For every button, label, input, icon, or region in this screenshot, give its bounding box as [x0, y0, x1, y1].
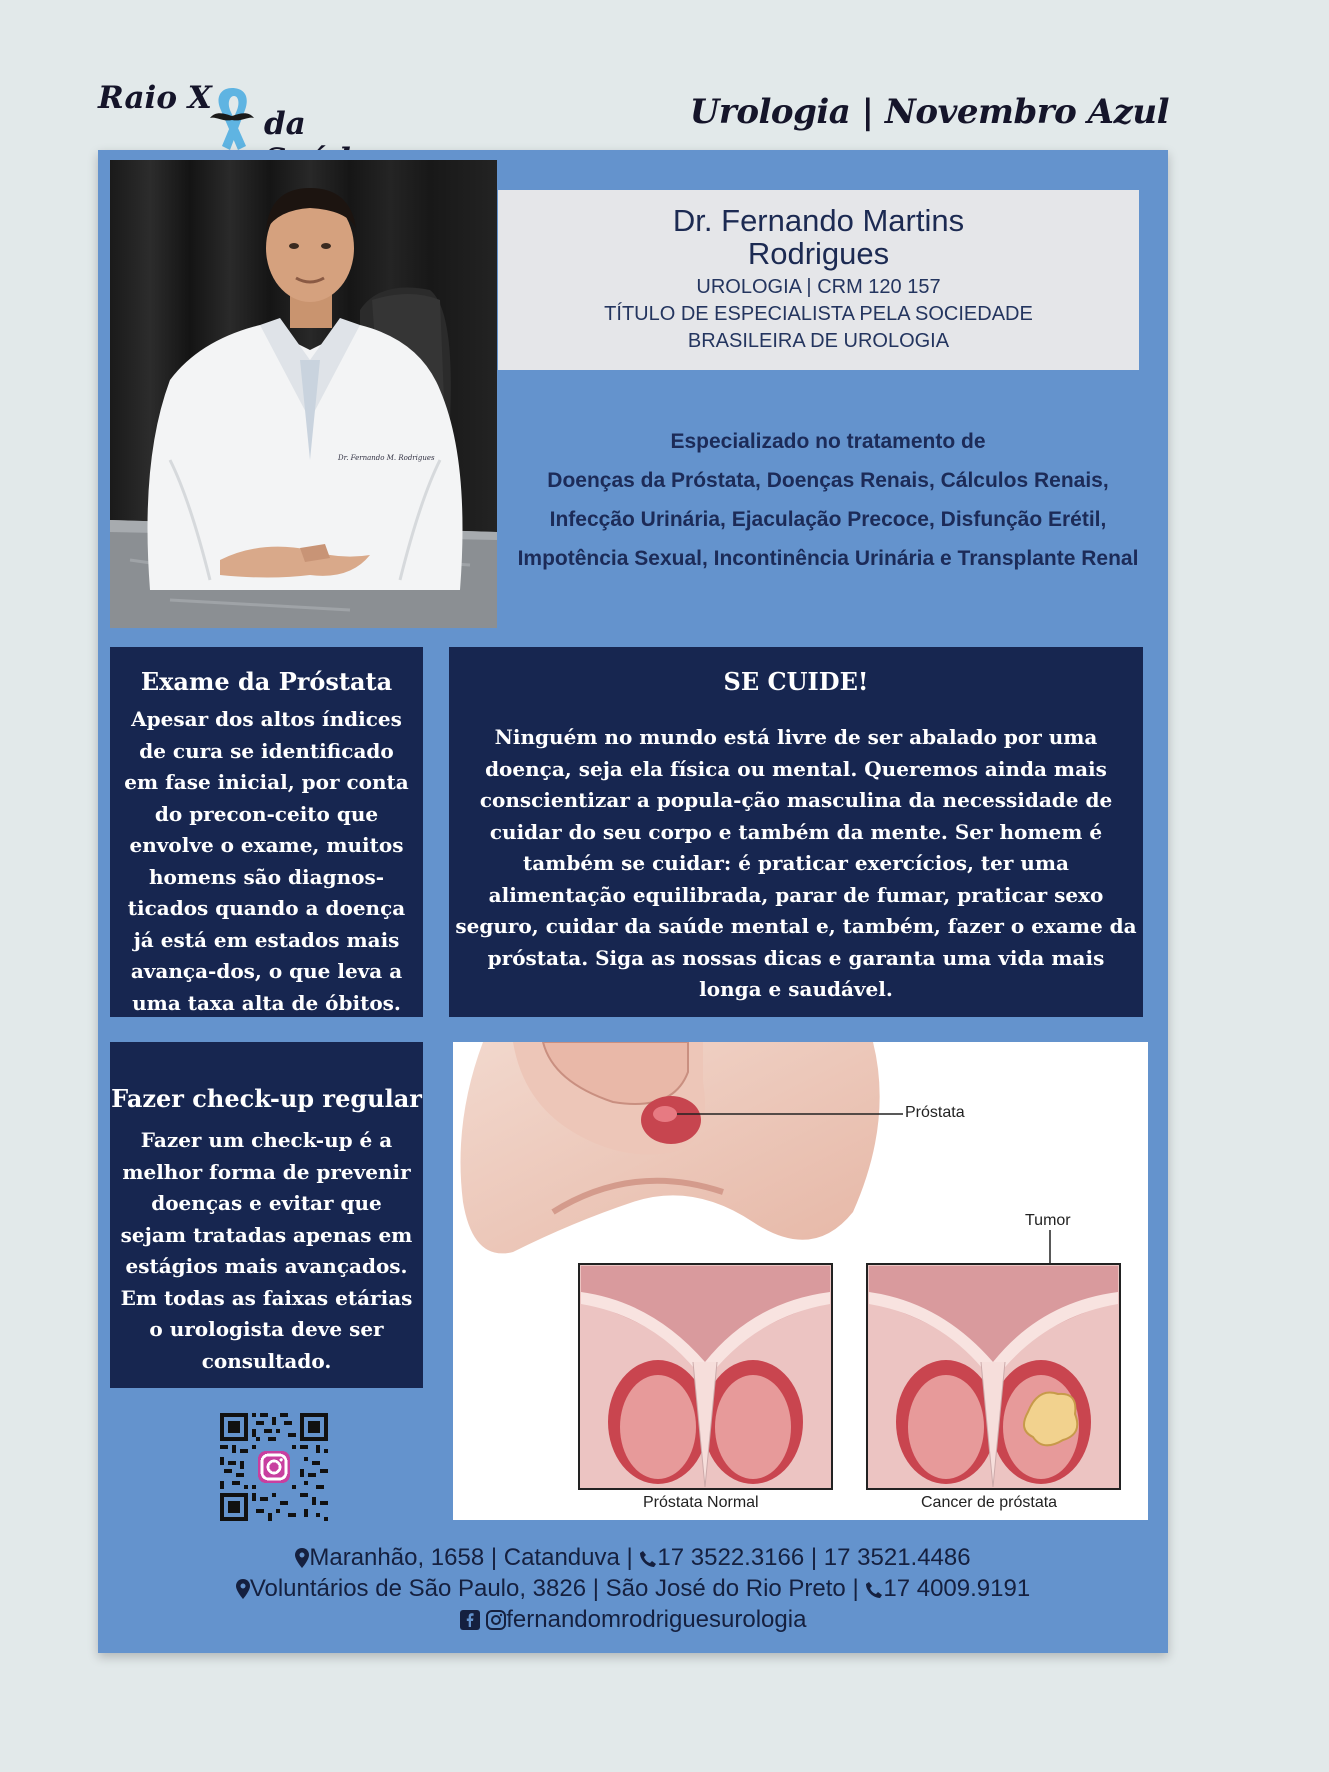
address-catanduva: Maranhão, 1658 | Catanduva |: [309, 1544, 633, 1571]
contact-line2: [98, 1573, 1168, 1604]
instagram-icon[interactable]: [486, 1610, 506, 1630]
exame-text: Apesar dos altos índices de cura se identificado em fase inicial, por conta do precon-ceito que envolve o exame, muitos homens são diagnos-ticados quando a doença já está em estados mais avança-dos, o que leva a uma taxa alta de óbitos.: [124, 707, 409, 1015]
se-cuide-title: SE CUIDE!: [723, 667, 869, 696]
instagram-qr-code[interactable]: [220, 1413, 328, 1521]
specialization-block: [498, 422, 1158, 578]
brand-da-saude: da: [264, 106, 306, 142]
label-prostata: Próstata: [905, 1104, 965, 1121]
checkup-title: Fazer check-up regular: [111, 1084, 422, 1113]
label-normal: Próstata Normal: [643, 1494, 759, 1511]
spec-line2: Doenças da Próstata, Doenças Renais, Cálculos Renais,: [547, 469, 1109, 492]
spec-line3: Infecção Urinária, Ejaculação Precoce, Disfunção Erétil,: [549, 508, 1107, 531]
location-pin-icon: [295, 1548, 309, 1568]
doctor-title-line1: TÍTULO DE ESPECIALISTA PELA SOCIEDADE: [604, 303, 1033, 325]
se-cuide-text: Ninguém no mundo está livre de ser abalado por uma doença, seja ela física ou mental. Queremos ainda mais conscientizar a popula-ção masculina da necessidade de cuidar do seu corpo e também da mente. Ser homem é também se cuidar: é praticar exercícios, ter uma alimentação equilibrada, parar de fumar, praticar sexo seguro, cuidar da saúde mental e, também, fazer o exame da próstata. Siga as nossas dicas e garanta uma vida mais longa e saudável.: [455, 725, 1137, 1001]
social-handle[interactable]: fernandomrodriguesurologia: [506, 1606, 807, 1633]
se-cuide-box: [449, 647, 1143, 1017]
checkup-text: Fazer um check-up é a melhor forma de prevenir doenças e evitar que sejam tratadas apenas em estágios mais avançados. Em todas as faixas etárias o urologista deve ser consultado.: [120, 1128, 413, 1373]
checkup-box: [110, 1042, 423, 1388]
address-rio-preto: Voluntários de São Paulo, 3826 | São José do Rio Preto |: [249, 1575, 859, 1602]
label-cancer: Cancer de próstata: [921, 1494, 1058, 1511]
phone-rio-preto[interactable]: 17 4009.9191: [883, 1575, 1031, 1602]
exame-title: Exame da Próstata: [140, 667, 393, 696]
doctor-specialty: UROLOGIA | CRM 120 157: [696, 276, 941, 298]
contact-line3: [98, 1604, 1168, 1635]
label-tumor: Tumor: [1025, 1212, 1071, 1229]
spec-line1: Especializado no tratamento de: [670, 430, 986, 453]
doctor-photo: [110, 160, 497, 628]
doctor-credentials: [498, 274, 1139, 355]
phone-catanduva[interactable]: 17 3522.3166 | 17 3521.4486: [657, 1544, 971, 1571]
location-pin-icon: [236, 1579, 250, 1599]
main-panel: [98, 150, 1168, 1653]
coat-signature: Dr. Fernando M. Rodrigues: [338, 454, 435, 462]
facebook-icon[interactable]: [460, 1610, 480, 1630]
section-heading: Urologia | Novembro Azul: [689, 92, 1169, 132]
phone-icon: [639, 1550, 657, 1568]
brand-raio-x: Raio X: [98, 80, 212, 116]
contact-block: [98, 1542, 1168, 1635]
prostate-illustration: [453, 1042, 1148, 1520]
phone-icon: [865, 1581, 883, 1599]
spec-line4: Impotência Sexual, Incontinência Urinária e Transplante Renal: [517, 547, 1139, 570]
contact-line1: [98, 1542, 1168, 1573]
doctor-name-box: [498, 190, 1139, 370]
doctor-title-line2: BRASILEIRA DE UROLOGIA: [687, 330, 950, 352]
exame-prostata-box: [110, 647, 423, 1017]
brand-logo: [98, 78, 418, 158]
doctor-name: Dr. Fernando Martins Rodrigues: [672, 203, 965, 271]
